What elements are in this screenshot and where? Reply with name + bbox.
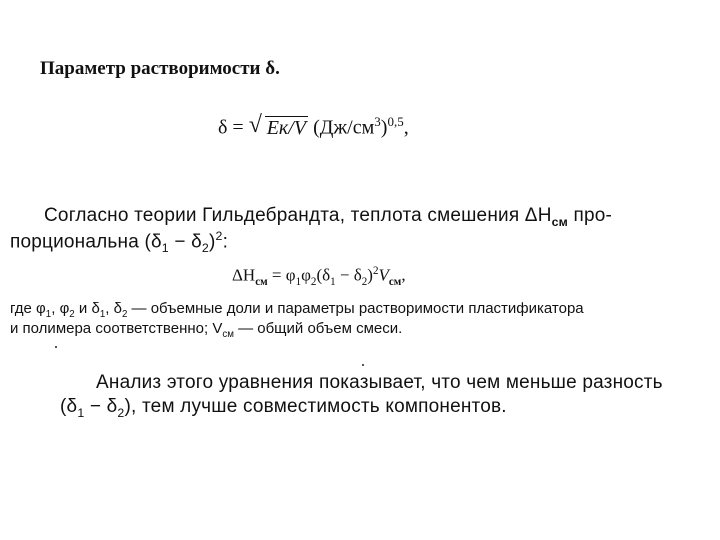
- text: − δ: [335, 265, 362, 285]
- subscript: см: [388, 276, 402, 289]
- subscript: 1: [45, 309, 52, 320]
- units-close: ): [380, 116, 388, 139]
- subscript: 2: [69, 309, 75, 320]
- subscript: 1: [99, 309, 106, 320]
- subscript: 2: [201, 241, 209, 256]
- text: ), тем лучше совместимость компонентов.: [124, 396, 507, 417]
- subscript: 1: [161, 241, 169, 256]
- paragraph-2-line-1: [10, 300, 584, 320]
- paragraph-3-line-1: Анализ этого уравнения показывает, что чем меньше разность: [96, 372, 663, 393]
- scan-speck: [55, 346, 57, 348]
- power-exponent: 0,5: [387, 114, 404, 129]
- enthalpy-formula: [232, 265, 406, 288]
- text: и полимера соответственно; V: [10, 320, 223, 337]
- text: V: [378, 265, 389, 285]
- solubility-formula: [218, 111, 409, 140]
- paragraph-2-line-2: [10, 320, 402, 340]
- subscript: 2: [361, 276, 368, 289]
- radicand: Eк/V: [266, 116, 307, 139]
- text: про-: [568, 205, 613, 226]
- subscript: см: [255, 276, 268, 289]
- formula-tail: ,: [403, 116, 409, 139]
- text: (δ: [316, 265, 331, 285]
- formula-lhs: δ =: [218, 116, 244, 139]
- radical-sign-icon: √: [248, 111, 262, 138]
- text: порциональна (δ: [10, 231, 162, 253]
- text: — общий объем смеси.: [233, 320, 403, 337]
- superscript: 2: [215, 229, 223, 243]
- text: ): [367, 265, 373, 285]
- text: , δ: [105, 300, 122, 317]
- subscript: 2: [310, 276, 317, 289]
- subscript: 2: [117, 405, 125, 420]
- text: Согласно теории Гильдебрандта, теплота смешения ΔH: [44, 205, 552, 226]
- text: , φ: [51, 300, 70, 317]
- text: (δ: [60, 396, 78, 417]
- section-title: Параметр растворимости δ.: [40, 58, 280, 79]
- sqrt-expression: [248, 111, 308, 140]
- text: где φ: [10, 300, 46, 317]
- subscript: см: [551, 214, 569, 229]
- text: φ: [301, 265, 311, 285]
- text: ΔH: [232, 265, 256, 285]
- scan-speck: [362, 364, 364, 366]
- paragraph-1-line-1: [44, 205, 612, 229]
- paragraph-1-line-2: [10, 229, 228, 255]
- subscript: 1: [295, 276, 302, 289]
- units-exponent: 3: [374, 114, 381, 129]
- subscript: 1: [77, 405, 85, 420]
- text: и δ: [74, 300, 100, 317]
- subscript: 1: [330, 276, 336, 289]
- text: — объемные доли и параметры растворимости пластификатора: [127, 300, 584, 317]
- formula-units: (Дж/см: [313, 116, 375, 139]
- text: ): [208, 231, 216, 253]
- paragraph-3-line-2: [60, 396, 507, 420]
- subscript: 2: [121, 309, 128, 320]
- text: ,: [401, 265, 406, 285]
- text: − δ: [84, 396, 118, 417]
- subscript: см: [222, 329, 234, 340]
- text: = φ: [267, 265, 296, 285]
- text: − δ: [168, 231, 202, 253]
- superscript: 2: [372, 265, 379, 277]
- text: :: [222, 231, 229, 253]
